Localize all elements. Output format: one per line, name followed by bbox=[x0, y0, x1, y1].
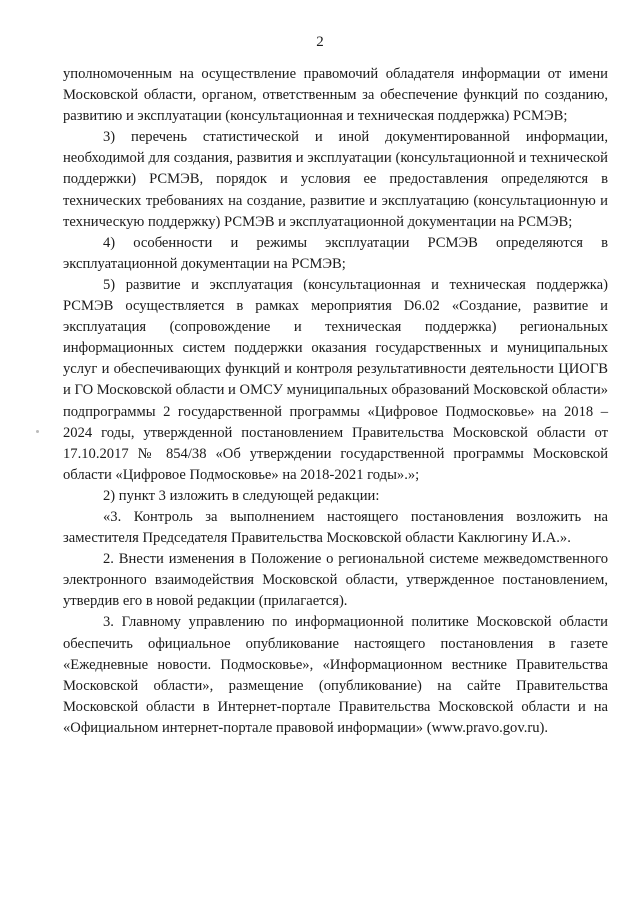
paragraph-6: «3. Контроль за выполнением настоящего постановления возложить на заместителя Председателя Правительства Московской области Каклюгину И.А.». bbox=[63, 508, 608, 547]
paragraph-7: 2. Внести изменения в Положение о региональной системе межведомственного электронного взаимодействия Московской области, утвержденное постановлением, утвердив его в новой редакции (прилагается). bbox=[63, 551, 608, 610]
paragraph-3: 4) особенности и режимы эксплуатации РСМЭВ определяются в эксплуатационной документации на РСМЭВ; bbox=[63, 234, 608, 272]
paragraph-8: 3. Главному управлению по информационной политике Московской области обеспечить официальное опубликование настоящего постановления в газете «Ежедневные новости. Подмосковье», «Информационном вестнике Правительства Московской области», размещение (опубликование) на сайте Правительства Московской области в Интернет-портале Правительства Московской области и на «Официальном интернет-портале правовой информации» (www.pravo.gov.ru). bbox=[63, 614, 608, 736]
paragraph-4: 5) развитие и эксплуатация (консультационная и техническая поддержка) РСМЭВ осуществляется в рамках мероприятия D6.02 «Создание, развитие и эксплуатация (сопровождение и техническая поддержка) региональных информационных систем поддержки оказания государственных и муниципальных услуг и обеспечивающих функций и контроля результативности деятельности ЦИОГВ и ГО Московской области и ОМСУ муниципальных образований Московской области» подпрограммы 2 государственной программы «Цифровое Подмосковье» на 2018 – 2024 годы, утвержденной постановлением Правительства Московской области от 17.10.2017 № 854/38 «Об утверждении государственной программы Московской области «Цифровое Подмосковье» на 2018-2021 годы».»; bbox=[63, 276, 608, 483]
document-body bbox=[63, 64, 608, 739]
page-number: 2 bbox=[316, 34, 324, 50]
scan-artifact bbox=[36, 430, 39, 433]
paragraph-5: 2) пункт 3 изложить в следующей редакции: bbox=[103, 487, 380, 504]
paragraph-1: уполномоченным на осуществление правомочий обладателя информации от имени Московской области, органом, ответственным за обеспечение функций по созданию, развитию и эксплуатации (консультационная и техническая поддержка) РСМЭВ; bbox=[63, 66, 608, 125]
paragraph-2: 3) перечень статистической и иной документированной информации, необходимой для создания, развития и эксплуатации (консультационной и технической поддержки) РСМЭВ, порядок и условия ее предоставления определяются в технических требованиях на создание, развитие и эксплуатацию (консультационную и техническую поддержку) РСМЭВ и эксплуатационной документации на РСМЭВ; bbox=[63, 129, 608, 230]
